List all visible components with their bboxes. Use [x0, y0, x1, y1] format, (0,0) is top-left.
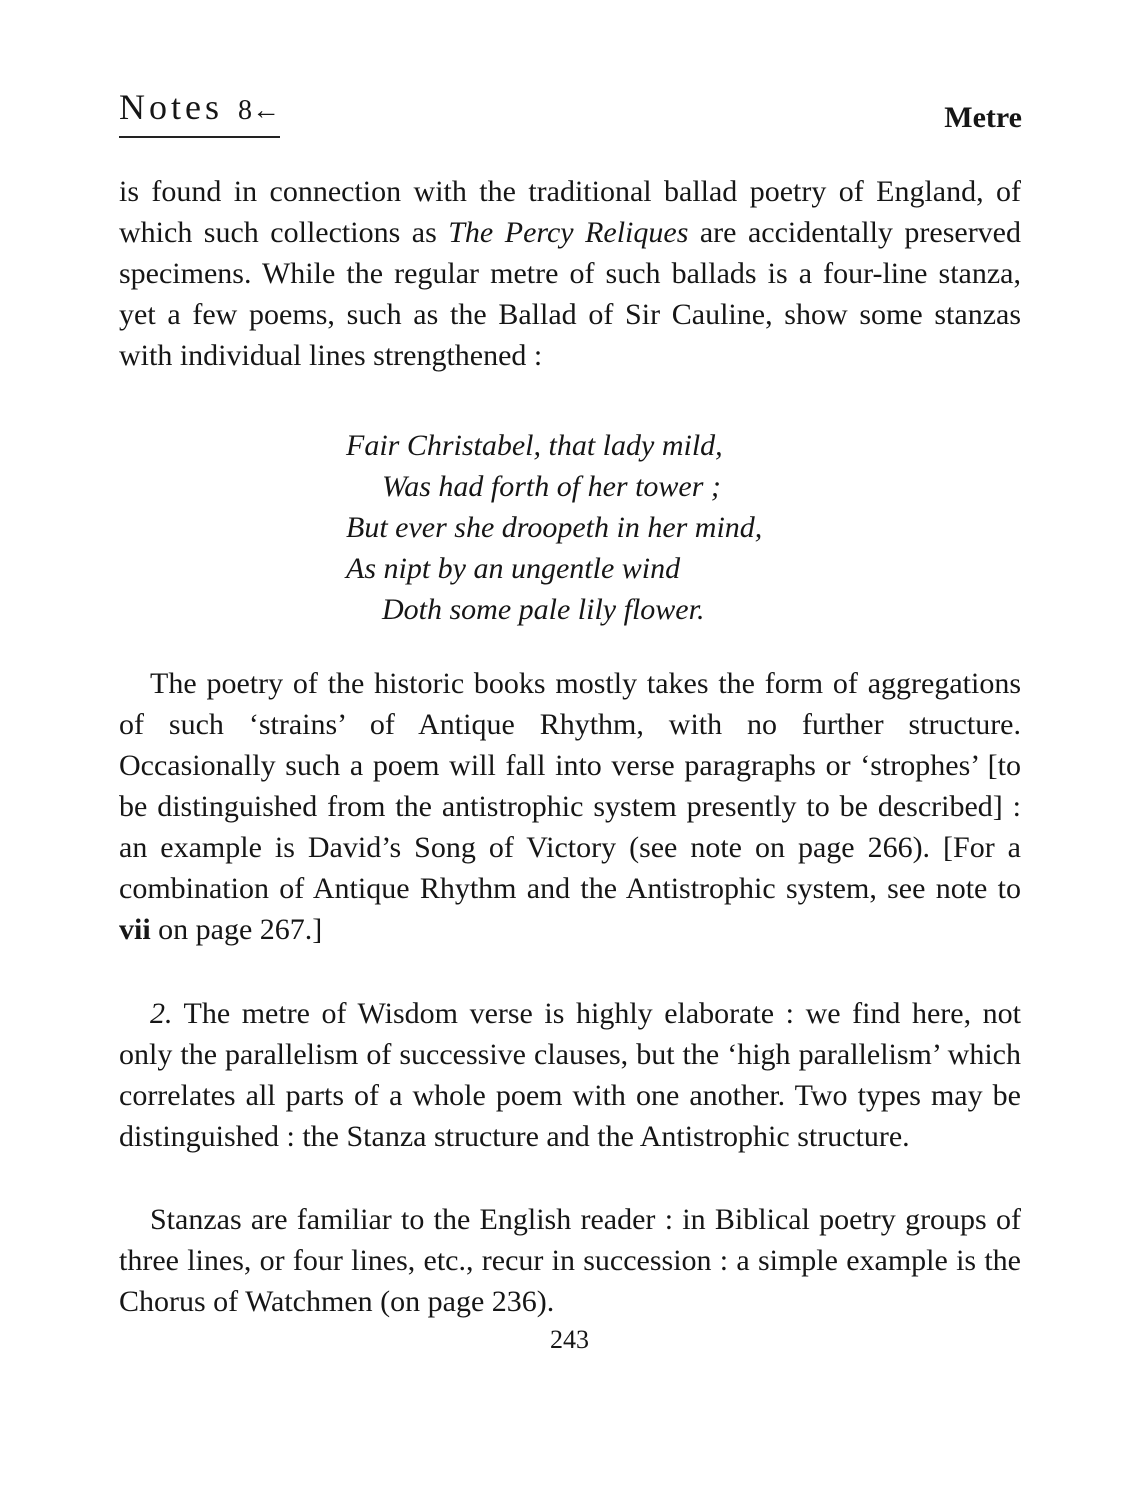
running-head-title: Notes	[119, 87, 223, 127]
poem-line: Fair Christabel, that lady mild,	[346, 429, 723, 462]
running-head-left	[119, 86, 280, 138]
paragraph-text: is found in connection with the traditional ballad poetry of England, of which such collections as	[119, 175, 1021, 249]
poem-quotation	[346, 425, 762, 630]
paragraph-stanzas: Stanzas are familiar to the English reader : in Biblical poetry groups of three lines, or four lines, etc., recur in succession : a simple example is the Chorus of Watchmen (on page 236).	[119, 1203, 1021, 1318]
poem-line: As nipt by an ungentle wind	[346, 552, 681, 585]
paragraph-wisdom-verse	[119, 993, 1021, 1157]
poem-line: Was had forth of her tower ;	[382, 470, 721, 503]
book-title: The Percy Reliques	[448, 216, 689, 249]
chapter-reference: vii	[119, 913, 151, 946]
fleuron-icon: 8←	[238, 95, 280, 126]
paragraph-text: The poetry of the historic books mostly takes the form of aggregations of such ‘strains’ of Antique Rhythm, with no further structure. Occasionally such a poem will fall into verse paragraphs or ‘strophes’ [to be distinguished from the antistrophic system presently to be described] : an example is David’s Song of Victory (see note on page 266). [For a combination of Antique Rhythm and the Antistrophic system, see note to	[119, 667, 1021, 905]
section-number: 2.	[150, 997, 173, 1030]
paragraph-text: on page 267.]	[150, 913, 323, 946]
paragraph-ballad-poetry	[119, 171, 1021, 376]
poem-line: But ever she droopeth in her mind,	[346, 511, 763, 544]
paragraph-text: are accidentally preserved specimens. While the regular metre of such ballads is a four-line stanza, yet a few poems, such as the Ballad of Sir Cauline, show some stanzas with individual lines strengthened :	[119, 216, 1021, 372]
paragraph-text: The metre of Wisdom verse is highly elaborate : we find here, not only the parallelism of successive clauses, but the ‘high parallelism’ which correlates all parts of a whole poem with one another. Two types may be distinguished : the Stanza structure and the Antistrophic structure.	[119, 997, 1021, 1153]
poem-line: Doth some pale lily flower.	[382, 593, 705, 626]
paragraph-historic-books	[119, 663, 1021, 950]
running-head-right: Metre	[944, 101, 1022, 134]
page-number: 243	[550, 1325, 589, 1354]
